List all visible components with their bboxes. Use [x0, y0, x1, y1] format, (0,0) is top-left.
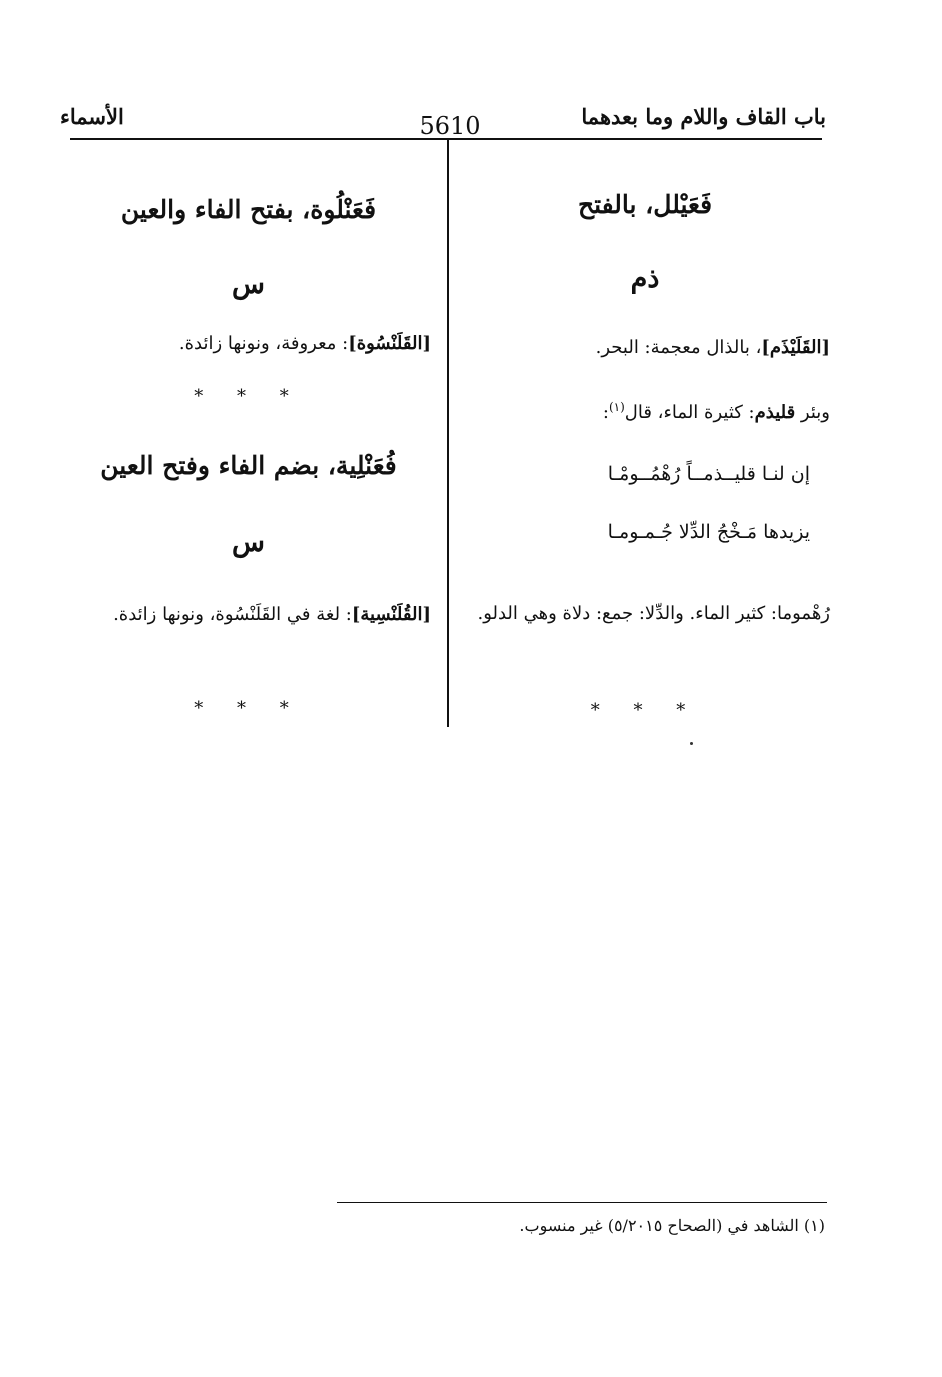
entry-headword: [القَلَيْذَم] — [761, 337, 830, 358]
section-separator: * * * — [590, 700, 700, 721]
category-title: الأسماء — [60, 104, 124, 129]
section-separator: * * * — [194, 698, 303, 719]
entry-suffix: : — [602, 402, 609, 423]
section-separator: * * * — [194, 386, 303, 407]
footnote-ref: (١) — [608, 400, 625, 414]
print-speck — [690, 742, 693, 745]
entry-definition: : لغة في القَلَنْسُوة، ونونها زائدة. — [113, 604, 352, 625]
root-heading: س — [232, 269, 265, 300]
pattern-heading: فَعَيْلل، بالفتح — [577, 190, 713, 219]
entry-bir-qalidham — [460, 400, 830, 424]
entry-headword: [القُلَنْسِية] — [351, 604, 431, 625]
pattern-heading: فَعَنْلُوة، بفتح الفاء والعين — [120, 195, 377, 224]
verse-line: إن لنـا قليــذمــاً رُهْمُــومْـا — [607, 463, 810, 485]
pattern-heading: فُعَنْلِية، بضم الفاء وفتح العين — [100, 451, 397, 480]
entry-definition: : كثيرة الماء، قال — [624, 402, 755, 423]
footnote-rule — [337, 1202, 827, 1203]
entry-headword: [القَلَنْسُوة] — [348, 333, 431, 354]
page-number: 5610 — [419, 112, 481, 140]
root-heading: س — [232, 527, 265, 558]
verse-line: يزيدها مَـخْجُ الدِّلا جُـمـومـا — [607, 521, 810, 543]
section-title: باب القاف واللام وما بعدهما — [581, 104, 826, 129]
entry-definition: ، بالذال معجمة: البحر. — [595, 337, 762, 358]
header-rule — [70, 138, 822, 140]
root-heading: ذم — [630, 263, 660, 294]
entry-headword: قليذم — [754, 402, 796, 423]
column-divider — [447, 140, 449, 727]
entry-prefix: وبئر — [795, 402, 830, 423]
entry-qalaydham — [460, 336, 830, 359]
entry-definition: : معروفة، ونونها زائدة. — [178, 333, 349, 354]
verse-explanation: رُهْموما: كثير الماء. والدِّلا: جمع: دلاة وهي الدلو. — [477, 603, 830, 624]
footnote-text: (١) الشاهد في (الصحاح ٥/٢٠١٥) غير منسوب. — [519, 1216, 825, 1235]
entry-qulansiya — [66, 588, 431, 642]
entry-qalansuwa — [66, 332, 431, 355]
